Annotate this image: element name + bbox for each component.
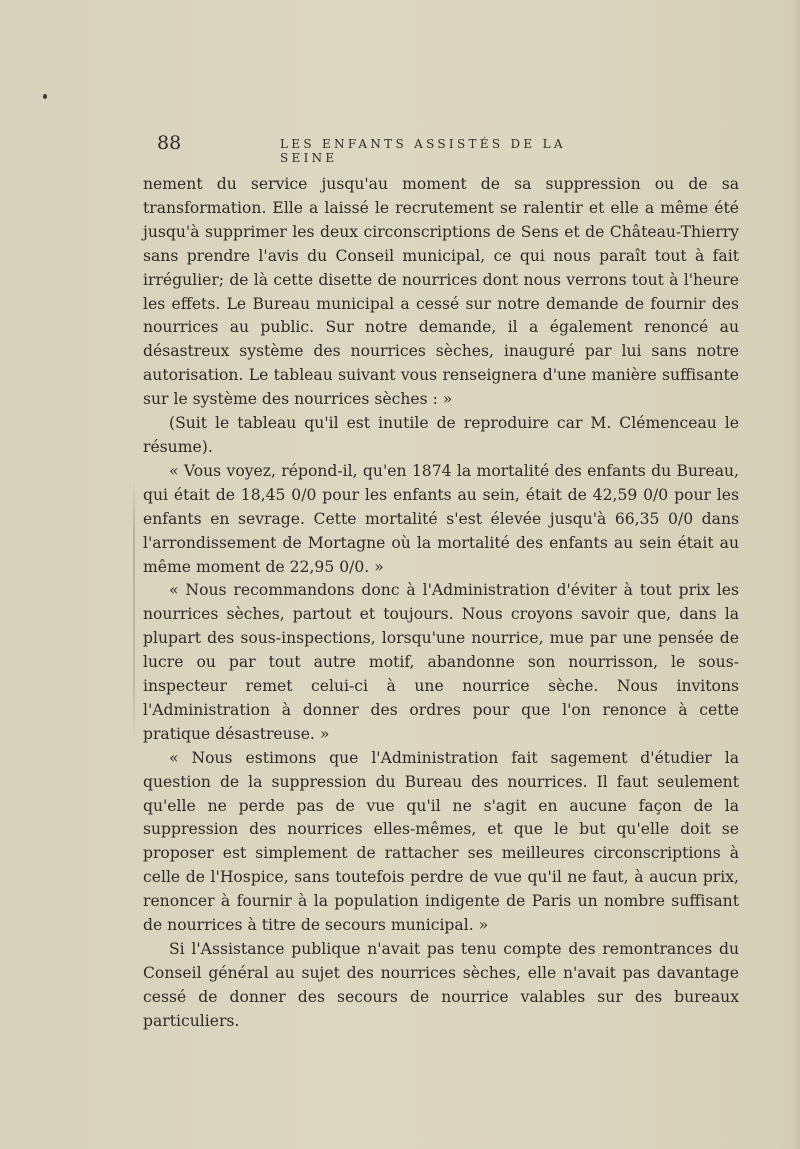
paragraph-bureau-quote: « Nous estimons que l'Administration fait sagement d'étudier la question de la suppression du Bureau des nourrices. Il faut seulement qu'elle ne perde pas de vue qu'il ne s'agit en aucune façon de la suppression des nourrices elles-mêmes, et que le but qu'elle doit se proposer est simplement de rattacher ses meilleures circonscriptions à celle de l'Hospice, sans toutefois perdre de vue qu'il ne faut, à aucun prix, renoncer à fournir à la population indigente de Paris un nombre suffisant de nourrices à titre de secours municipal. » xyxy=(143,748,739,935)
paragraph-conclusion: Si l'Assistance publique n'avait pas tenu compte des remontrances du Conseil général au sujet des nourrices sèches, elle n'avait pas davantage cessé de donner des secours de nourrice valables sur des bureaux particuliers. xyxy=(143,940,739,1030)
paragraph-mortality-quote: « Vous voyez, répond-il, qu'en 1874 la mortalité des enfants du Bureau, qui était de 18,45 0/0 pour les enfants au sein, était de 42,59 0/0 pour les enfants en sevrage. Cette mortalité s'est élevée jusqu'à 66,35 0/0 dans l'arrondissement de Mortagne où la mortalité des enfants au sein était au même moment de 22,95 0/0. » xyxy=(143,461,739,576)
page-edge-shadow xyxy=(792,0,800,1149)
paragraph-editorial-note: (Suit le tableau qu'il est inutile de reproduire car M. Clémenceau le résume). xyxy=(143,414,739,456)
running-title: LES ENFANTS ASSISTÉS DE LA SEINE xyxy=(280,137,566,165)
paragraph-continuation: nement du service jusqu'au moment de sa suppression ou de sa transformation. Elle a laissé le recrutement se ralentir et elle a même été jusqu'à supprimer les deux circonscriptions de Sens et de Château-Thierry sans prendre l'avis du Conseil municipal, ce qui nous paraît tout à fait irrégulier; de là cette disette de nourrices dont nous verrons tout à l'heure les effets. Le Bureau municipal a cessé sur notre demande de fournir des nourrices au public. Sur notre demande, il a également renoncé au désastreux système des nourrices sèches, inauguré par lui sans notre autorisation. Le tableau suivant vous renseignera d'une manière suffisante sur le système des nourrices sèches : » xyxy=(143,175,739,409)
paragraph-recommendation-quote: « Nous recommandons donc à l'Administration d'éviter à tout prix les nourrices sèches, partout et toujours. Nous croyons savoir que, dans la plupart des sous-inspections, lorsqu'une nourrice, mue par une pensée de lucre ou par tout autre motif, abandonne son nourrisson, le sous-inspecteur remet celui-ci à une nourrice sèche. Nous invitons l'Administration à donner des ordres pour que l'on renonce à cette pratique désastreuse. » xyxy=(143,581,739,743)
body-text xyxy=(143,173,739,1034)
page-number: 88 xyxy=(157,132,182,154)
ink-speck xyxy=(43,94,47,99)
margin-pencil-mark xyxy=(133,480,135,740)
running-header xyxy=(157,132,627,165)
